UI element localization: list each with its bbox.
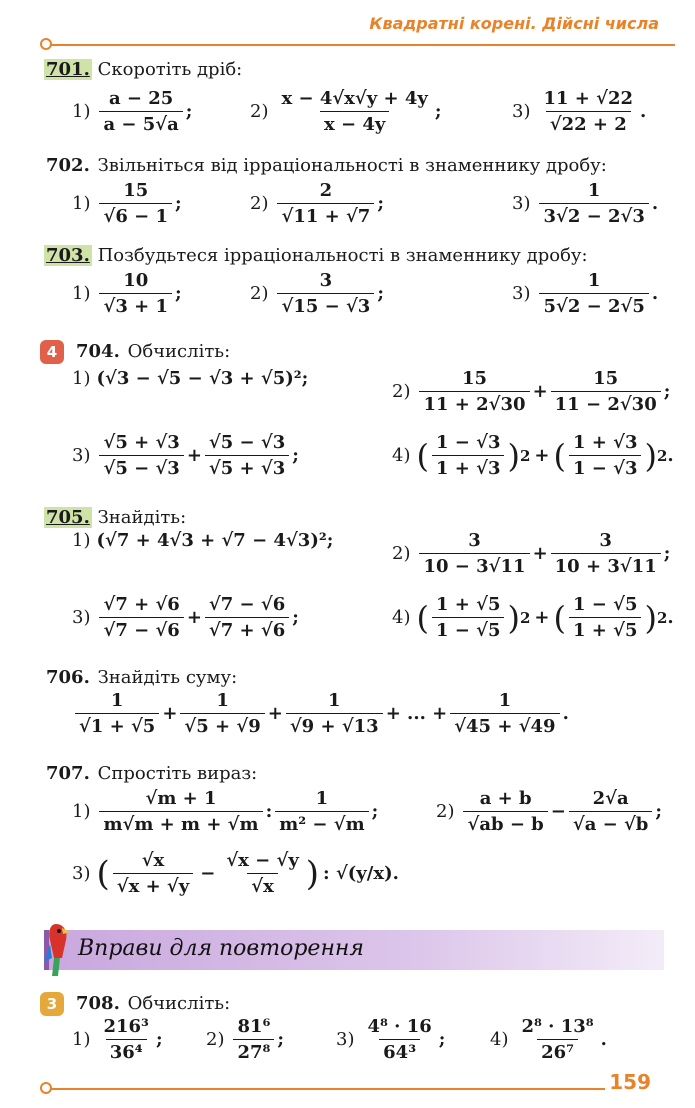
problem-text: Скоротіть дріб: bbox=[91, 59, 243, 80]
math-item: 4) ( $\frac{1 + √5}{1 - √5}$ ) 2 + ( $\frac{1 - √5}{1 + √5}$ ) 2 . bbox=[392, 594, 674, 641]
math-item: 1) $\frac{\text{216³}}{\text{36⁴}}$ ; bbox=[72, 1016, 163, 1063]
problem-number: 703. bbox=[46, 245, 90, 266]
header-title: Квадратні корені. Дійсні числа bbox=[369, 14, 659, 33]
problem-704 bbox=[74, 340, 665, 364]
math-item: 4) ( $\frac{1 - √3}{1 + √3}$ ) 2 + ( $\frac{1 + √3}{1 - √3}$ ) 2 . bbox=[392, 432, 674, 479]
problem-text: Позбудьтеся ірраціональності в знаменнику дробу: bbox=[91, 245, 588, 266]
problem-text: Звільніться від ірраціональності в знаменнику дробу: bbox=[91, 155, 607, 176]
problem-708 bbox=[74, 992, 665, 1016]
problem-number: 708. bbox=[76, 993, 120, 1014]
math-item: 2) $\frac{3}{√15 - √3}$ ; bbox=[250, 270, 384, 317]
math-item: 1) (√7 + 4√3 + √7 − 4√3)²; bbox=[72, 530, 334, 551]
math-item: 3) $\frac{\text{4⁸ · 16}}{\text{64³}}$ ; bbox=[336, 1016, 446, 1063]
problem-text: Знайдіть суму: bbox=[91, 667, 238, 688]
problem-number: 704. bbox=[76, 341, 120, 362]
math-item: 1) $\frac{√m + 1}{m√m + m + √m}$ : $\frac{1}{\text{m² − √m}}$ ; bbox=[72, 788, 379, 835]
math-item: 1) $\frac{10}{√3 + 1}$ ; bbox=[72, 270, 182, 317]
math-item: 3) $\frac{11 + √22}{√22 + 2}$ . bbox=[512, 88, 647, 135]
parrot-icon bbox=[36, 918, 76, 978]
math-item: 2) $\frac{15}{11 + 2√30}$ + $\frac{15}{11 - 2√30}$ ; bbox=[392, 368, 671, 415]
math-item: 3) ( $\frac{√x}{√x + √y}$ − $\frac{√x - √y}{√x}$ ) : √(y/x). bbox=[72, 850, 399, 897]
level-badge: 4 bbox=[40, 340, 64, 364]
problem-701 bbox=[44, 58, 665, 82]
footer-rule bbox=[50, 1088, 605, 1090]
problem-707 bbox=[44, 762, 665, 786]
math-item: 4) $\frac{\text{2⁸ · 13⁸}}{\text{26⁷}}$ . bbox=[490, 1016, 607, 1063]
problem-text: Обчисліть: bbox=[121, 341, 231, 362]
math-item: 3) $\frac{1}{5√2 - 2√5}$ . bbox=[512, 270, 659, 317]
math-item: 1) $\frac{a - 25}{a - 5√a}$ ; bbox=[72, 88, 193, 135]
math-item: 2) $\frac{3}{10 - 3√11}$ + $\frac{3}{10 + 3√11}$ ; bbox=[392, 530, 671, 577]
page-number: 159 bbox=[609, 1070, 651, 1094]
problem-703 bbox=[44, 244, 665, 268]
problem-706 bbox=[44, 666, 665, 690]
problem-number: 705. bbox=[46, 507, 90, 528]
problem-702 bbox=[44, 154, 665, 178]
problem-number: 706. bbox=[46, 667, 90, 688]
math-item: 1) (√3 − √5 − √3 + √5)²; bbox=[72, 368, 309, 389]
math-item: 2) $\frac{\text{81⁶}}{\text{27⁸}}$ ; bbox=[206, 1016, 285, 1063]
math-item: 2) $\frac{x - 4√x√y + 4y}{x - 4y}$ ; bbox=[250, 88, 442, 135]
math-item: 2) $\frac{2}{√11 + √7}$ ; bbox=[250, 180, 384, 227]
problem-number: 702. bbox=[46, 155, 90, 176]
math-item: 3) $\frac{1}{3√2 - 2√3}$ . bbox=[512, 180, 659, 227]
header-rule-dot bbox=[40, 38, 52, 50]
problem-number: 701. bbox=[46, 59, 90, 80]
math-item: 3) $\frac{√5 + √3}{√5 - √3}$ + $\frac{√5 - √3}{√5 + √3}$ ; bbox=[72, 432, 299, 479]
problem-number: 707. bbox=[46, 763, 90, 784]
level-badge: 3 bbox=[40, 992, 64, 1016]
math-sum: $\frac{1}{√1 + √5}$ + $\frac{1}{√5 + √9}$ + $\frac{1}{√9 + √13}$ + ... + $\frac{1}{√45 + √49}$ . bbox=[72, 690, 569, 737]
problem-text: Знайдіть: bbox=[91, 507, 187, 528]
header-rule bbox=[50, 44, 675, 46]
math-item: 3) $\frac{√7 + √6}{√7 - √6}$ + $\frac{√7 - √6}{√7 + √6}$ ; bbox=[72, 594, 299, 641]
math-item: 2) $\frac{a + b}{√ab - b}$ − $\frac{2√a}{√a - √b}$ ; bbox=[436, 788, 663, 835]
review-section-title: Вправи для повторення bbox=[78, 936, 364, 961]
problem-text: Обчисліть: bbox=[121, 993, 231, 1014]
footer-rule-dot bbox=[40, 1082, 52, 1094]
problem-705 bbox=[44, 506, 665, 530]
problem-text: Спростіть вираз: bbox=[91, 763, 258, 784]
math-item: 1) $\frac{15}{√6 - 1}$ ; bbox=[72, 180, 182, 227]
